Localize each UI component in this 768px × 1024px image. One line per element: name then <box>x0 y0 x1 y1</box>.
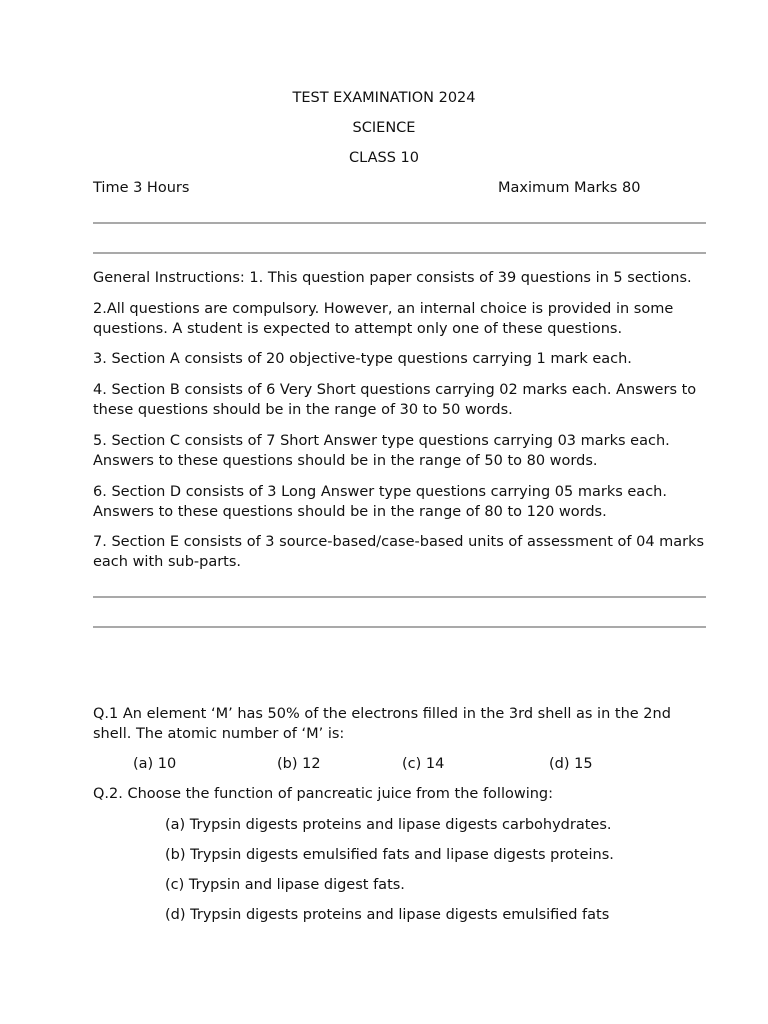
question-1-option-a: (a) 10 <box>133 756 177 772</box>
instruction-item: 3. Section A consists of 20 objective-type questions carrying 1 mark each. <box>93 351 632 367</box>
class-title: CLASS 10 <box>349 150 419 166</box>
divider <box>93 626 706 628</box>
divider <box>93 596 706 598</box>
instruction-item: 2.All questions are compulsory. However, an internal choice is provided in some questions. A student is expected to attempt only one of these questions. <box>93 301 674 337</box>
instruction-item: General Instructions: 1. This question paper consists of 39 questions in 5 sections. <box>93 270 692 286</box>
question-2-option-a: (a) Trypsin digests proteins and lipase digests carbohydrates. <box>165 817 612 833</box>
time-label: Time 3 Hours <box>93 180 190 196</box>
question-1-option-d: (d) 15 <box>549 756 593 772</box>
question-2-text: Q.2. Choose the function of pancreatic juice from the following: <box>93 786 554 802</box>
instruction-item: 6. Section D consists of 3 Long Answer type questions carrying 05 marks each. Answers to these questions should be in the range of 80 to 120 words. <box>93 484 667 520</box>
divider <box>93 222 706 224</box>
question-1-option-c: (c) 14 <box>402 756 445 772</box>
max-marks-label: Maximum Marks 80 <box>498 180 641 196</box>
instruction-item: 5. Section C consists of 7 Short Answer type questions carrying 03 marks each. Answers to these questions should be in the range of 50 to 80 words. <box>93 433 670 469</box>
instruction-item: 7. Section E consists of 3 source-based/case-based units of assessment of 04 marks each with sub-parts. <box>93 534 705 570</box>
question-2-option-c: (c) Trypsin and lipase digest fats. <box>165 877 405 893</box>
question-2-option-d: (d) Trypsin digests proteins and lipase digests emulsified fats <box>165 907 610 923</box>
exam-title: TEST EXAMINATION 2024 <box>292 90 476 106</box>
subject-title: SCIENCE <box>352 120 416 136</box>
question-1-option-b: (b) 12 <box>277 756 321 772</box>
divider <box>93 252 706 254</box>
question-1-text: Q.1 An element ‘M’ has 50% of the electrons filled in the 3rd shell as in the 2nd shell. The atomic number of ‘M’ is: <box>93 706 671 742</box>
question-2-option-b: (b) Trypsin digests emulsified fats and lipase digests proteins. <box>165 847 614 863</box>
instruction-item: 4. Section B consists of 6 Very Short questions carrying 02 marks each. Answers to these questions should be in the range of 30 to 50 words. <box>93 382 697 418</box>
